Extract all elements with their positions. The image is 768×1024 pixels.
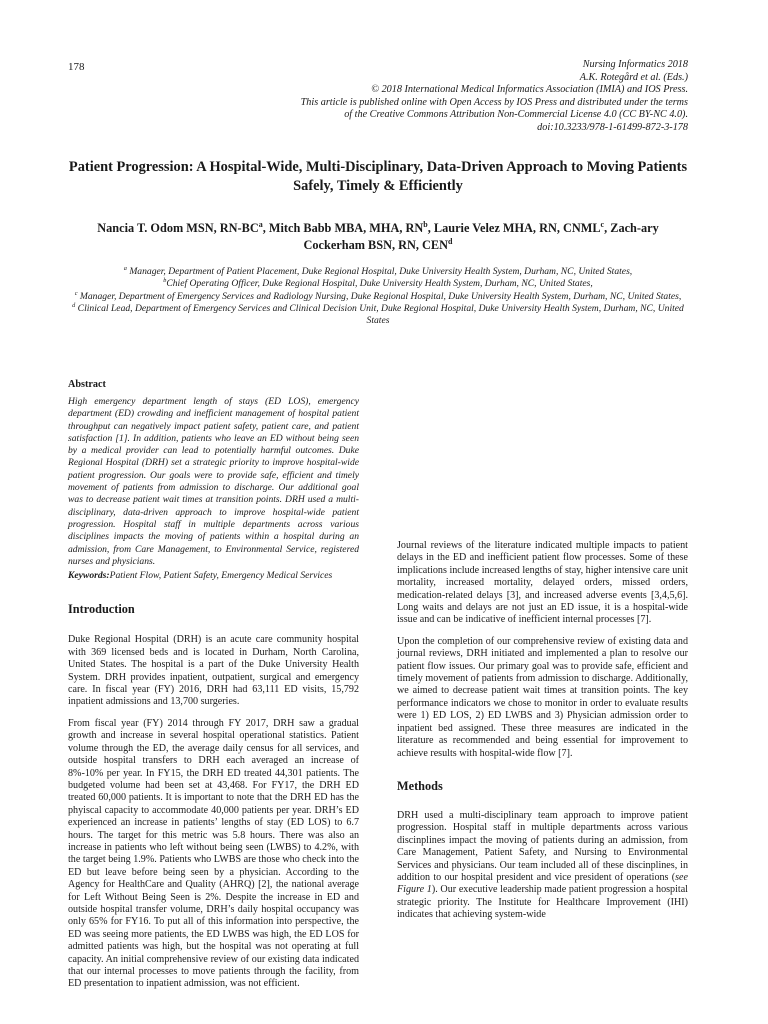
intro-paragraph: From fiscal year (FY) 2014 through FY 2017, DRH saw a gradual growth and increase in several hospital operational statistics. Patient volume through the ED, the average daily census for all services, and outside hospital transfers to DRH each averaged an increase of 8%-10% per year. In FY15, the DRH ED treated 44,301 patients. The budgeted volume had been set at 43,468. For FY17, the DRH ED treated 60,000 patients. It is important to note that the DRH ED has the phyiscal capacity to accommodate 40,000 patients per year. DRH’s ED experienced an increase in patients’ lengths of stay (ED LOS) to 6.7 hours. The target for this metric was 5.8 hours. There was also an increase in patients who left without being seen (LWBS) to 4.2%, with the target being 1.9%. Patients who LWBS are those who check into the ED but leave before being seen by a physician. According to the Agency for HealthCare and Quality (AHRQ) [2], the national average for Left Without Being Seen is 2%. Despite the increase in ED and outside hospital transfer volume, DRH’s daily hospital occupancy was only 65% for FY16. To put all of this information into perspective, the ED was seeing more patients, the ED LWBS was high, the ED LOS for admitted patients was high, but the hospital was not operating at full capacity. An initial comprehensive review of our existing data indicated that our internal processes to move patients through the facility, from ED presentation to inpatient admission, was not efficient. [68,717,359,990]
intro-paragraph: Journal reviews of the literature indicated multiple impacts to patient delays in the ED and inefficient patient flow processes. Some of these implications include increased lengths of stay, higher intensive care unit mortality, increased mortality, delayed orders, missed orders, medication-related delays [3], and increased adverse events [3,4,5,6]. Long waits and delays are not just an ED issue, it is a hospital-wide issue and can be indicative of inefficient internal processes [7]. [397,540,688,626]
author-superscript: c [600,219,605,229]
header-line: Nursing Informatics 2018 [582,59,688,70]
header-line: of the Creative Commons Attribution Non-Commercial License 4.0 (CC BY-NC 4.0). [344,109,688,121]
affiliation [68,291,688,303]
abstract-text: High emergency department length of stays (ED LOS), emergency department (ED) crowding and inefficient management of hospital patient throughput can negatively impact patient safety, patient care, and patient satisfaction [1]. In addition, patients who leave an ED without being seen by a medical provider can lead to potentially harmful outcomes. Duke Regional Hospital (DRH) set a strategic priority to improve hospital-wide patient progression. Our goals were to provide safe, efficient and timely movement of patients from admission to discharge. Our additional goal was to decrease patient wait times at transition points. DRH used a multi-disciplinary, data-driven approach to improve hospital-wide patient progression. Hospital staff in multiple departments across various disciplines impacts the moving of patients within a hospital during an admission, from Care Management, to Environmental Service, registered nurses and physicians. [68,396,359,567]
abstract-heading: Abstract [68,379,106,390]
affiliation-superscript: d [72,301,76,309]
author-name: Mitch Babb MBA, MHA, RN [268,221,424,235]
affiliation [68,278,688,290]
publication-header [128,59,688,135]
author-name: Zach-ary Cockerham BSN, RN, CEN [303,221,659,252]
page-number: 178 [68,61,85,73]
right-column-continuation [397,379,688,533]
author-name: Nancia T. Odom MSN, RN-BC [97,221,259,235]
author-superscript: b [423,219,428,229]
header-line: A.K. Rotegård et al. (Eds.) [579,71,688,83]
header-line: © 2018 International Medical Informatics Association (IMIA) and IOS Press. [371,84,688,96]
methods-text: ). Our executive leadership made patient progression a hospital strategic priority. The Institute for Healthcare Improvement (IHI) indicates that achieving system-wide [397,884,688,921]
affiliation-text: Clinical Lead, Department of Emergency Services and Clinical Decision Unit, Duke Regional Hospital, Duke University Health System, Durham, NC, United States [75,302,684,327]
affiliation-text: Chief Operating Officer, Duke Regional Hospital, Duke University Health System, Durham, NC, United States, [166,278,593,290]
affiliation-superscript: b [163,277,167,285]
affiliation-superscript: a [123,264,127,272]
author-name: Laurie Velez MHA, RN, CNML [433,221,601,235]
methods-heading: Methods [397,778,443,793]
author-separator: , [262,221,269,235]
paper-title: Patient Progression: A Hospital-Wide, Multi-Disciplinary, Data-Driven Approach to Moving Patients Safely, Timely & Efficiently [68,159,688,194]
keywords [68,570,359,582]
header-line: doi:10.3233/978-1-61499-872-3-178 [537,121,688,133]
keywords-text: Patient Flow, Patient Safety, Emergency Medical Services [109,570,333,582]
author-superscript: a [258,219,263,229]
affiliation-text: Manager, Department of Patient Placement, Duke Regional Hospital, Duke University Health System, Durham, NC, United States, [126,266,633,277]
affiliation-superscript: c [74,289,78,297]
methods-text: DRH used a multi-disciplinary team approach to improve patient progression. Hospital staff in multiple departments across various discinplines impact the moving of patients during an admission, from Care Management, Patient Safety, and Nursing to Environmental Services and physicians. Our team included all of these discinplines, in addition to our hospital president and vice president of operations ( [397,809,688,883]
figure-reference: see Figure 1 [397,871,688,896]
author-separator: , [604,221,611,235]
affiliation [68,303,688,328]
affiliation-text: Manager, Department of Emergency Services and Radiology Nursing, Duke Regional Hospital, Duke University Health System, Durham, NC, United States, [77,290,682,302]
methods-paragraph [397,810,688,922]
introduction-heading: Introduction [68,602,135,617]
intro-paragraph: Upon the completion of our comprehensive review of existing data and journal reviews, DRH initiated and implemented a plan to resolve our patient flow issues. Our primary goal was to provide safe, efficient and timely movement of patients from admission to discharge. Additionally, we aimed to decrease patient wait times at transition points. The key performance indicators we chose to monitor in order to evaluate results were 1) ED LOS, 2) ED LWBS and 3) Physician admission order to inpatient bed assigned. These three measures are indicated in the literature as recommended and being essential for improvement to achieve results with hospital-wide flow [7]. [397,635,688,759]
intro-paragraph: Duke Regional Hospital (DRH) is an acute care community hospital with 369 licensed beds and is located in Durham, North Carolina, United States. The hospital is a part of the Duke University Health System. DRH provides inpatient, outpatient, surgical and emergency care. In fiscal year (FY) 2016, DRH had 63,111 ED visits, 15,792 inpatient admissions and 13,700 surgeries. [68,634,359,708]
author-superscript: d [448,236,453,246]
right-column [397,379,688,922]
left-column [68,379,359,991]
author-separator: , [427,221,434,235]
affiliation [68,266,688,278]
author-list [68,220,688,254]
keywords-label: Keywords: [68,570,110,582]
header-line: This article is published online with Open Access by IOS Press and distributed under the terms [300,96,688,108]
affiliation-list [68,266,688,327]
